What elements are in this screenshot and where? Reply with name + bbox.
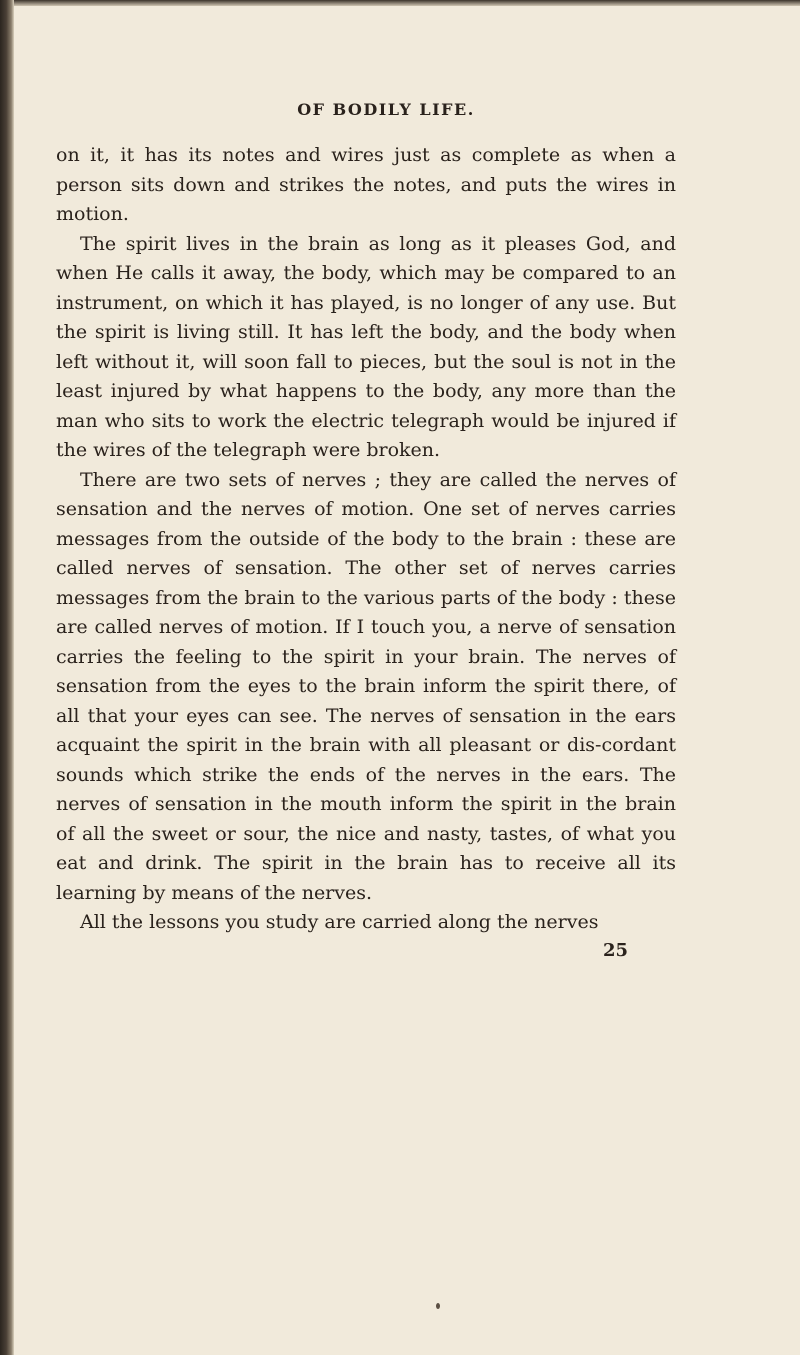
book-binding-edge [0,0,14,1355]
page-number: 25 [602,939,628,961]
paragraph-spirit: The spirit lives in the brain as long as it pleases God, and when He calls it away, the body, which may be compared to an instrument, on which it has played, is no longer of any use. But the spirit is living still. It has left the body, and the body when left without it, will soon fall to pieces, but the soul is not in the least injured by what happens to the body, any more than the man who sits to work the electric telegraph would be injured if the wires of the telegraph were broken. [56,232,676,461]
paragraph-continuation: on it, it has its notes and wires just as complete as when a person sits down and strikes the notes, and puts the wires in motion. [56,144,676,225]
book-page [56,100,676,961]
running-head: OF BODILY LIFE. [297,100,475,119]
page-top-edge [0,0,800,6]
paragraph-nerves: There are two sets of nerves ; they are called the nerves of sensation and the nerves of motion. One set of nerves carries messages from the outside of the body to the brain : these are called nerves of sensation. The other set of nerves carries messages from the brain to the various parts of the body : these are called nerves of motion. If I touch you, a nerve of sensation carries the feeling to the spirit in your brain. The nerves of sensation from the eyes to the brain inform the spirit there, of all that your eyes can see. The nerves of sensation in the ears acquaint the spirit in the brain with all pleasant or dis-cordant sounds which strike the ends of the nerves in the ears. The nerves of sensation in the mouth inform the spirit in the brain of all the sweet or sour, the nice and nasty, tastes, of what you eat and drink. The spirit in the brain has to receive all its learning by means of the nerves. [56,468,676,904]
paragraph-lessons: All the lessons you study are carried along the nerves [80,911,599,933]
ink-speck [436,1303,440,1309]
